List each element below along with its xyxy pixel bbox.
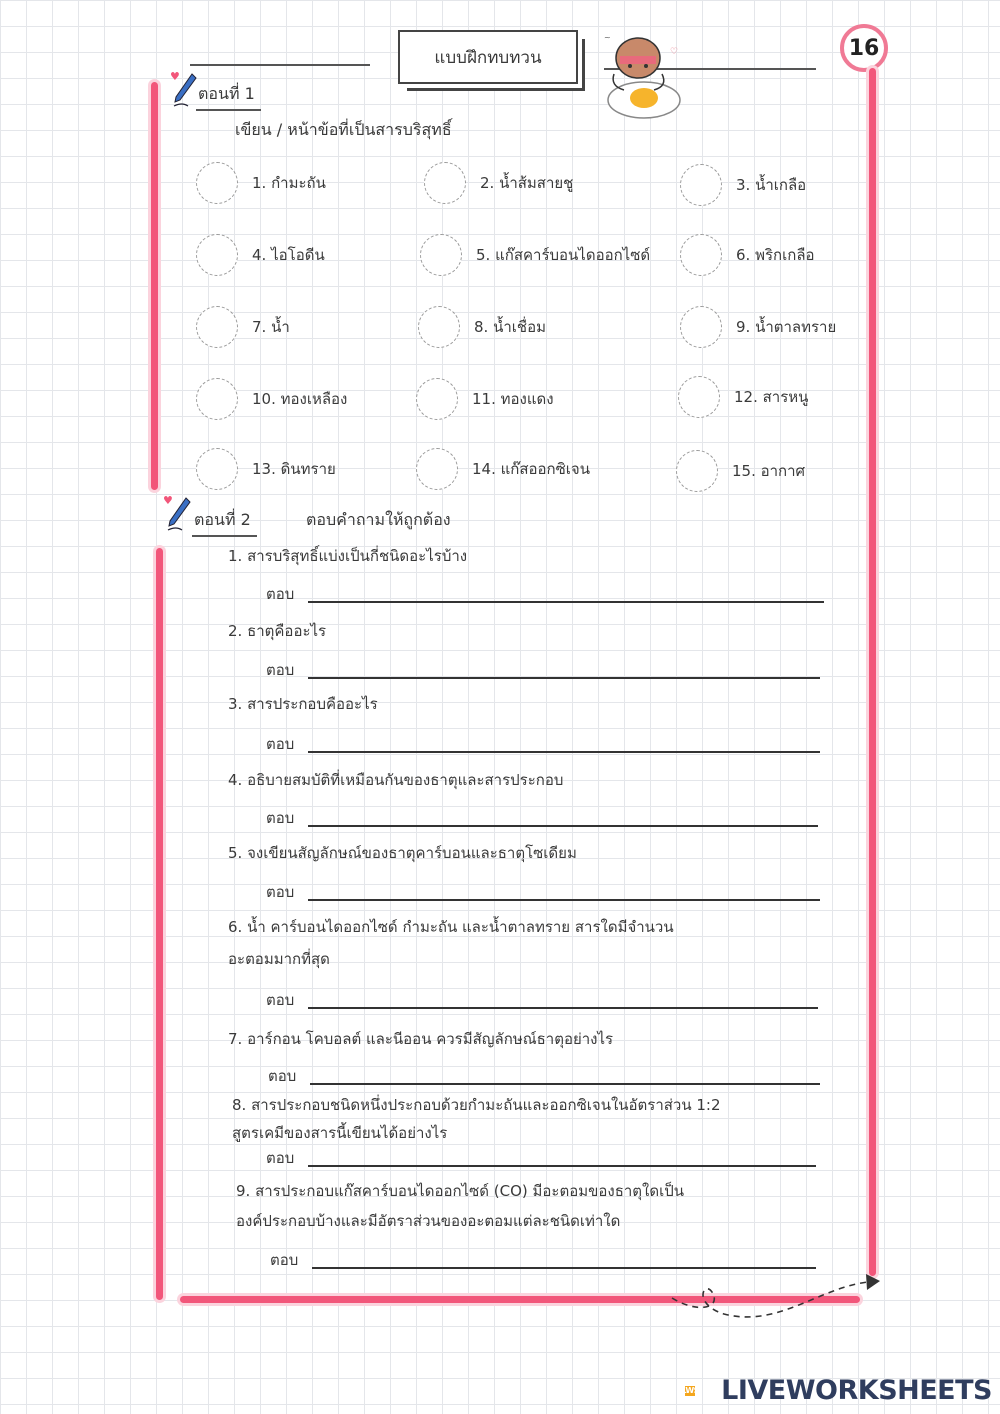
logo-text: LIVEWORKSHEETS [721,1375,992,1406]
liveworksheets-logo[interactable] [681,1375,992,1406]
part1-instruction: เขียน / หน้าข้อที่เป็นสารบริสุทธิ์ [235,120,452,139]
header-rule-left [190,64,370,66]
question-text: 5. จงเขียนสัญลักษณ์ของธาตุคาร์บอนและธาตุโซเดียม [228,844,577,862]
answer-line[interactable] [308,751,820,753]
answer-circle[interactable] [680,234,722,276]
answer-circle[interactable] [424,162,466,204]
pen-icon [172,72,198,108]
cartoon-character-icon [600,30,690,122]
part1-item[interactable]: 4. ไอโอดีน [196,234,325,276]
answer-line[interactable] [308,825,818,827]
answer-line[interactable] [308,677,820,679]
worksheet-title-text: แบบฝึกทบทวน [434,47,542,68]
part1-label: ตอนที่ 1 [196,82,261,111]
answer-circle[interactable] [418,306,460,348]
answer-row: ตอบ [266,806,818,830]
question-text: 9. สารประกอบแก๊สคาร์บอนไดออกไซด์ (CO) มีอะตอมของธาตุใดเป็น [236,1182,685,1200]
question-text: 8. สารประกอบชนิดหนึ่งประกอบด้วยกำมะถันและออกซิเจนในอัตราส่วน 1:2 [232,1096,721,1114]
part1-item[interactable]: 10. ทองเหลือง [196,378,347,420]
answer-row: ตอบ [266,1146,816,1170]
question-text-cont: อะตอมมากที่สุด [228,950,330,968]
answer-circle[interactable] [196,306,238,348]
logo-mark-icon: LWS [681,1386,699,1395]
answer-line[interactable] [310,1083,820,1085]
answer-circle[interactable] [416,378,458,420]
part1-item[interactable]: 12. สารหนู [678,376,808,418]
answer-row: ตอบ [268,1064,820,1088]
question-text-cont: สูตรเคมีของสารนี้เขียนได้อย่างไร [232,1124,448,1142]
answer-row: ตอบ [266,582,824,606]
part1-item[interactable]: 3. น้ำเกลือ [680,164,806,206]
answer-row: ตอบ [266,732,820,756]
heart-icon: ♥ [163,494,173,507]
part1-item[interactable]: 13. ดินทราย [196,448,336,490]
left-border-bar-bottom [156,548,163,1300]
part2-instruction: ตอบคำถามให้ถูกต้อง [306,510,451,529]
part1-item[interactable]: 1. กำมะถัน [196,162,326,204]
answer-line[interactable] [312,1267,816,1269]
answer-circle[interactable] [196,378,238,420]
pen-icon [166,496,192,532]
answer-line[interactable] [308,1165,816,1167]
answer-circle[interactable] [416,448,458,490]
answer-line[interactable] [308,601,824,603]
question-text-cont: องค์ประกอบบ้างและมีอัตราส่วนของอะตอมแต่ละชนิดเท่าใด [236,1212,621,1230]
answer-row: ตอบ [266,658,820,682]
part1-item[interactable]: 2. น้ำส้มสายชู [424,162,573,204]
answer-circle[interactable] [680,306,722,348]
question-text: 3. สารประกอบคืออะไร [228,695,378,713]
answer-circle[interactable] [676,450,718,492]
question-text: 1. สารบริสุทธิ์แบ่งเป็นกี่ชนิดอะไรบ้าง [228,547,468,565]
svg-text:♡: ♡ [670,47,679,57]
question-text: 6. น้ำ คาร์บอนไดออกไซด์ กำมะถัน และน้ำตาลทราย สารใดมีจำนวน [228,918,674,936]
page-number-text: 16 [848,35,880,61]
answer-circle[interactable] [680,164,722,206]
heart-icon: ♥ [170,70,180,83]
left-border-bar-top [151,82,158,490]
question-text: 7. อาร์กอน โคบอลต์ และนีออน ควรมีสัญลักษณ์ธาตุอย่างไร [228,1030,614,1048]
answer-circle[interactable] [196,162,238,204]
answer-circle[interactable] [196,234,238,276]
right-border-bar [869,68,876,1276]
answer-circle[interactable] [196,448,238,490]
question-text: 4. อธิบายสมบัติที่เหมือนกันของธาตุและสารประกอบ [228,771,564,789]
part2-label: ตอนที่ 2 [192,508,257,537]
answer-row: ตอบ [266,988,818,1012]
part1-item[interactable]: 15. อากาศ [676,450,805,492]
part1-item[interactable]: 8. น้ำเชื่อม [418,306,546,348]
part1-item[interactable]: 7. น้ำ [196,306,290,348]
page-number-badge [840,24,888,72]
answer-line[interactable] [308,1007,818,1009]
part1-item[interactable]: 14. แก๊สออกซิเจน [416,448,590,490]
svg-text:~: ~ [604,33,611,42]
dashed-arrow-icon [668,1268,888,1328]
worksheet-title [398,30,578,84]
answer-row: ตอบ [266,880,820,904]
answer-circle[interactable] [678,376,720,418]
part1-item[interactable]: 11. ทองแดง [416,378,554,420]
answer-row: ตอบ [270,1248,816,1272]
part1-item[interactable]: 9. น้ำตาลทราย [680,306,836,348]
question-text: 2. ธาตุคืออะไร [228,622,327,640]
part1-item[interactable]: 6. พริกเกลือ [680,234,815,276]
part1-item[interactable]: 5. แก๊สคาร์บอนไดออกไซด์ [420,234,650,276]
answer-circle[interactable] [420,234,462,276]
answer-line[interactable] [308,899,820,901]
